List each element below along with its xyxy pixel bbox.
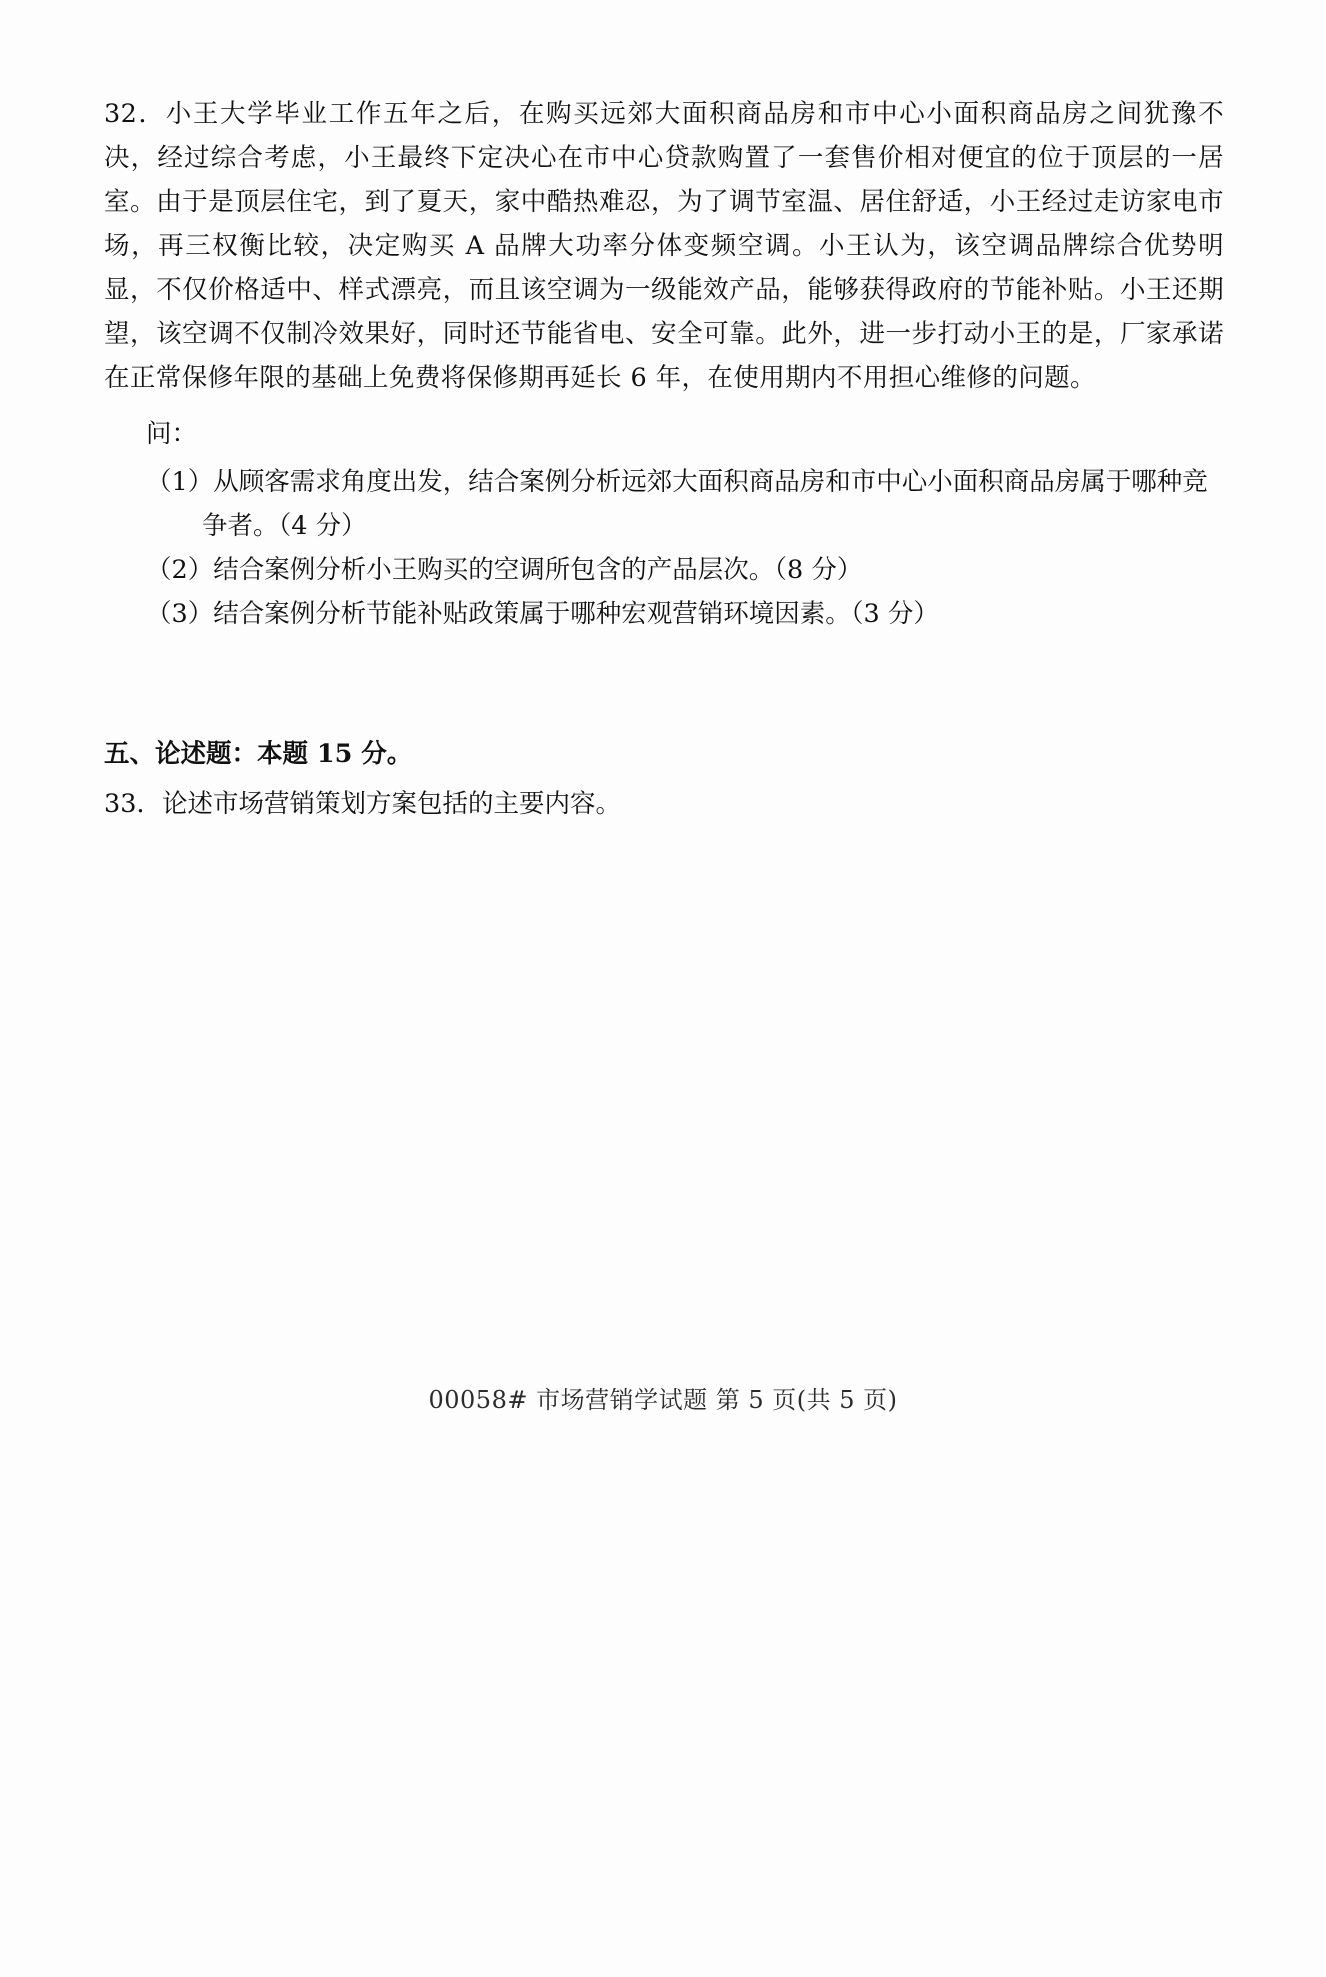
- section-five-heading: 五、论述题：本题 15 分。: [104, 739, 413, 769]
- sub-question-2-text: 结合案例分析小王购买的空调所包含的产品层次。（8 分）: [213, 555, 863, 585]
- page-footer: 00058# 市场营销学试题 第 5 页(共 5 页): [428, 1386, 898, 1414]
- sub-question-3-lead: （3）: [146, 599, 214, 629]
- question-32-body: 小王大学毕业工作五年之后，在购买远郊大面积商品房和市中心小面积商品房之间犹豫不决，经过综合考虑，小王最终下定决心在市中心贷款购置了一套售价相对便宜的位于顶层的一居室。由于是顶层住宅，到了夏天，家中酷热难忍，为了调节室温、居住舒适，小王经过走访家电市场，再三权衡比较，决定购买 A 品牌大功率分体变频空调。小王认为，该空调品牌综合优势明显，不仅价格适中、样式漂亮，而且该空调为一级能效产品，能够获得政府的节能补贴。小王还期望，该空调不仅制冷效果好，同时还节能省电、安全可靠。此外，进一步打动小王的是，厂家承诺在正常保修年限的基础上免费将保修期再延长 6 年，在使用期内不用担心维修的问题。: [104, 99, 1224, 393]
- ask-label: 问：: [146, 419, 198, 449]
- sub-question-2-lead: （2）: [146, 555, 214, 585]
- sub-question-3-text: 结合案例分析节能补贴政策属于哪种宏观营销环境因素。（3 分）: [213, 599, 939, 629]
- sub-question-1: [146, 460, 1224, 548]
- sub-question-1-text: 从顾客需求角度出发，结合案例分析远郊大面积商品房和市中心小面积商品房属于哪种竞争者。（4 分）: [202, 467, 1208, 541]
- sub-question-2: [146, 548, 1224, 592]
- question-33: 33．论述市场营销策划方案包括的主要内容。: [104, 789, 621, 819]
- page-content: [104, 92, 1224, 826]
- question-32-subquestions: [104, 460, 1224, 636]
- sub-question-1-lead: （1）: [146, 467, 214, 497]
- sub-question-3: [146, 592, 1224, 636]
- question-32-number: 32．: [104, 99, 166, 129]
- question-32-paragraph: [104, 92, 1224, 400]
